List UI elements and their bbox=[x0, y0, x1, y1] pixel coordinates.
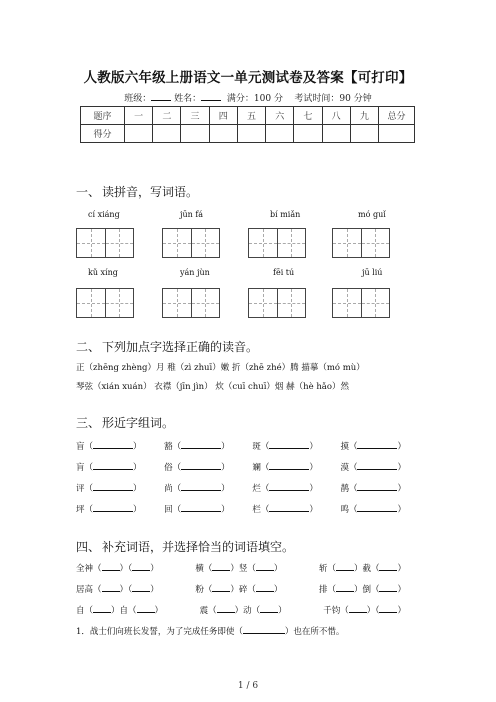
name-label: 姓名： bbox=[174, 94, 202, 104]
score-cell[interactable] bbox=[153, 125, 181, 143]
score-table bbox=[80, 106, 415, 143]
answer-blank[interactable] bbox=[269, 461, 309, 470]
answer-blank[interactable] bbox=[357, 440, 397, 449]
answer-blank[interactable] bbox=[137, 604, 155, 613]
section-title: 下列加点字选择正确的读音。 bbox=[102, 340, 259, 354]
pinyin-label: mó guǐ bbox=[358, 210, 386, 219]
answer-blank[interactable] bbox=[269, 482, 309, 491]
score-cell[interactable] bbox=[237, 125, 265, 143]
writing-grid[interactable] bbox=[162, 288, 220, 318]
full-score-label: 满分：100 分 bbox=[226, 94, 283, 104]
score-header-cell: 四 bbox=[209, 107, 237, 125]
answer-blank[interactable] bbox=[93, 440, 133, 449]
answer-blank[interactable] bbox=[243, 625, 285, 634]
section-number: 四、 bbox=[76, 540, 101, 554]
score-header-cell: 题序 bbox=[81, 107, 125, 125]
word-row: 肓（ ） 俗（ ） 斓（ ） 漠（ ） bbox=[76, 463, 406, 473]
score-cell[interactable] bbox=[379, 125, 415, 143]
score-header-cell: 六 bbox=[266, 107, 294, 125]
answer-blank[interactable] bbox=[379, 583, 397, 592]
score-header-cell: 二 bbox=[153, 107, 181, 125]
pinyin-label: yán jùn bbox=[180, 268, 210, 277]
writing-grid[interactable] bbox=[332, 228, 390, 258]
answer-blank[interactable] bbox=[181, 440, 221, 449]
score-header-cell: 总分 bbox=[379, 107, 415, 125]
pinyin-label: kǔ xíng bbox=[88, 268, 118, 277]
score-header-cell: 九 bbox=[350, 107, 378, 125]
word-row: 盲（ ） 豁（ ） 斑（ ） 摸（ ） bbox=[76, 442, 406, 452]
pinyin-label: cí xiáng bbox=[88, 210, 120, 219]
writing-grid[interactable] bbox=[76, 228, 134, 258]
idiom-row: 全神（ ）（ ） 横（ ）竖（ ） 斩（ ）截（ ） bbox=[76, 564, 406, 574]
score-cell[interactable] bbox=[266, 125, 294, 143]
answer-blank[interactable] bbox=[357, 461, 397, 470]
answer-blank[interactable] bbox=[336, 562, 354, 571]
score-cell[interactable] bbox=[209, 125, 237, 143]
answer-blank[interactable] bbox=[93, 503, 133, 512]
name-blank[interactable] bbox=[201, 92, 221, 101]
idiom-row: 自（ ）自（ ） 震（ ）动（ ） 千钧（ ）（ ） bbox=[76, 606, 406, 616]
answer-blank[interactable] bbox=[93, 604, 111, 613]
pinyin-label: bí miǎn bbox=[270, 210, 301, 219]
answer-blank[interactable] bbox=[256, 583, 274, 592]
answer-blank[interactable] bbox=[132, 583, 150, 592]
pinyin-label: jū liú bbox=[362, 268, 383, 277]
score-header-cell: 八 bbox=[322, 107, 350, 125]
section-3-heading bbox=[76, 414, 174, 431]
answer-blank[interactable] bbox=[269, 503, 309, 512]
class-blank[interactable] bbox=[151, 92, 171, 101]
writing-grid[interactable] bbox=[332, 288, 390, 318]
score-cell[interactable] bbox=[294, 125, 322, 143]
score-header-cell: 五 bbox=[237, 107, 265, 125]
score-value-row bbox=[81, 125, 415, 143]
word-row: 坪（ ） 回（ ） 栏（ ） 鸣（ ） bbox=[76, 505, 406, 515]
section-title: 读拼音，写词语。 bbox=[102, 185, 199, 199]
score-header-row bbox=[81, 107, 415, 125]
score-cell[interactable] bbox=[350, 125, 378, 143]
answer-blank[interactable] bbox=[349, 604, 367, 613]
section-number: 二、 bbox=[76, 340, 101, 354]
section-1-heading bbox=[76, 183, 198, 200]
answer-blank[interactable] bbox=[256, 562, 274, 571]
pronunciation-line: 正（zhēng zhèng）月 稚（zì zhuī）嫩 折（zhē zhé）腾 描摹（mó mù） bbox=[76, 363, 365, 373]
answer-blank[interactable] bbox=[181, 461, 221, 470]
answer-blank[interactable] bbox=[217, 604, 235, 613]
answer-blank[interactable] bbox=[93, 482, 133, 491]
score-header-cell: 三 bbox=[181, 107, 209, 125]
page-title: 人教版六年级上册语文一单元测试卷及答案【可打印】 bbox=[83, 70, 413, 86]
page-number: 1 / 6 bbox=[237, 681, 259, 691]
answer-blank[interactable] bbox=[379, 604, 397, 613]
answer-blank[interactable] bbox=[357, 503, 397, 512]
pinyin-label: fēi tú bbox=[273, 268, 295, 277]
writing-grid[interactable] bbox=[248, 288, 306, 318]
answer-blank[interactable] bbox=[181, 503, 221, 512]
score-row-label: 得分 bbox=[81, 125, 125, 143]
score-cell[interactable] bbox=[322, 125, 350, 143]
time-label: 考试时间：90 分钟 bbox=[294, 94, 372, 104]
student-info bbox=[0, 91, 496, 104]
question-text: 1．战士们向班长发誓，为了完成任务即使（ bbox=[76, 627, 243, 637]
answer-blank[interactable] bbox=[336, 583, 354, 592]
writing-grid[interactable] bbox=[248, 228, 306, 258]
answer-blank[interactable] bbox=[181, 482, 221, 491]
pronunciation-line: 琴弦（xián xuán） 衣襟（jīn jìn） 炊（cuī chuī）烟 赫（hè hǎo）然 bbox=[76, 382, 349, 392]
score-cell[interactable] bbox=[125, 125, 153, 143]
writing-grid[interactable] bbox=[76, 288, 134, 318]
word-row: 评（ ） 尚（ ） 烂（ ） 鹊（ ） bbox=[76, 484, 406, 494]
question-text-end: ）也在所不惜。 bbox=[284, 627, 345, 637]
fill-question bbox=[76, 625, 344, 637]
section-number: 一、 bbox=[76, 185, 101, 199]
answer-blank[interactable] bbox=[260, 604, 278, 613]
section-title: 形近字组词。 bbox=[102, 416, 175, 430]
section-4-heading bbox=[76, 538, 294, 555]
section-number: 三、 bbox=[76, 416, 101, 430]
answer-blank[interactable] bbox=[102, 562, 120, 571]
answer-blank[interactable] bbox=[269, 440, 309, 449]
score-cell[interactable] bbox=[181, 125, 209, 143]
writing-grid[interactable] bbox=[162, 228, 220, 258]
score-header-cell: 七 bbox=[294, 107, 322, 125]
idiom-row: 居高（ ）（ ） 粉（ ）碎（ ） 排（ ）倒（ ） bbox=[76, 585, 406, 595]
answer-blank[interactable] bbox=[379, 562, 397, 571]
section-title: 补充词语，并选择恰当的词语填空。 bbox=[102, 540, 295, 554]
pinyin-label: jūn fá bbox=[180, 210, 204, 219]
answer-blank[interactable] bbox=[132, 562, 150, 571]
section-2-heading bbox=[76, 338, 258, 355]
answer-blank[interactable] bbox=[93, 461, 133, 470]
answer-blank[interactable] bbox=[102, 583, 120, 592]
answer-blank[interactable] bbox=[357, 482, 397, 491]
answer-blank[interactable] bbox=[212, 562, 230, 571]
score-header-cell: 一 bbox=[125, 107, 153, 125]
class-label: 班级： bbox=[124, 94, 152, 104]
answer-blank[interactable] bbox=[212, 583, 230, 592]
